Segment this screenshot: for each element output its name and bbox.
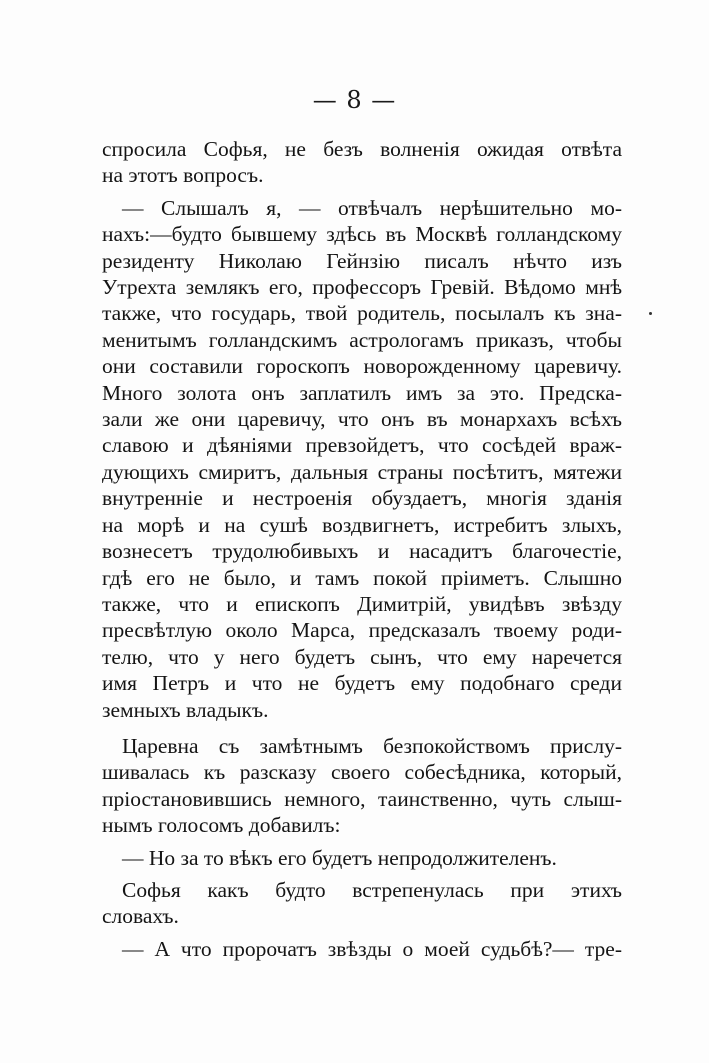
text-line: менитымъ голландскимъ астрологамъ приказъ, чтобы [102, 327, 622, 352]
text-line: — Но за то вѣкъ его будетъ непродолжителенъ. [122, 845, 557, 870]
paragraph [102, 195, 622, 723]
text-line: имя Петръ и что не будетъ ему подобнаго среди [102, 671, 622, 696]
text-line: — Слышалъ я, — отвѣчалъ нерѣшительно мо- [122, 195, 622, 220]
text-line: нахъ:—будто бывшему здѣсь въ Москвѣ голландскому [102, 222, 622, 247]
paragraph [102, 845, 622, 871]
text-line: внутренніе и нестроенія обуздаетъ, многія зданія [102, 486, 622, 511]
text-line: славою и дѣяніями превзойдетъ, что сосѣдей враж- [102, 433, 622, 458]
text-line: зали же они царевичу, что онъ въ монархахъ всѣхъ [102, 407, 622, 432]
text-line: резиденту Николаю Гейнзію писалъ нѣчто изъ [102, 248, 622, 273]
text-line: — А что пророчатъ звѣзды о моей судьбѣ?— тре- [122, 936, 622, 961]
print-speck [649, 312, 652, 315]
paragraph [102, 733, 622, 839]
text-line: пресвѣтлую около Марса, предсказалъ твоему роди- [102, 618, 622, 643]
text-line: земныхъ владыкъ. [102, 697, 269, 722]
text-line: Утрехта землякъ его, профессоръ Гревій. Вѣдомо мнѣ [102, 275, 622, 300]
paragraph [102, 877, 622, 930]
text-line: они составили гороскопъ новорожденному царевичу. [102, 354, 622, 379]
text-line: также, что и епископъ Димитрій, увидѣвъ звѣзду [102, 591, 622, 616]
text-line: Царевна съ замѣтнымъ безпокойствомъ прислу- [122, 733, 622, 758]
page-text [102, 136, 622, 962]
text-line: шивалась къ разсказу своего собесѣдника, который, [102, 760, 622, 785]
text-line: на этотъ вопросъ. [102, 163, 264, 188]
paragraph [102, 136, 622, 189]
text-line: гдѣ его не было, и тамъ покой пріиметъ. Слышно [102, 565, 622, 590]
text-line: телю, что у него будетъ сынъ, что ему наречется [102, 644, 622, 669]
text-line: пріостановившись немного, таинственно, чуть слыш- [102, 786, 622, 811]
text-line: нымъ голосомъ добавилъ: [102, 813, 341, 838]
text-line: словахъ. [102, 904, 179, 929]
text-line: на морѣ и на сушѣ воздвигнетъ, истребитъ злыхъ, [102, 512, 622, 537]
text-line: спросила Софья, не безъ волненія ожидая отвѣта [102, 137, 622, 161]
text-line: вознесетъ трудолюбивыхъ и насадитъ благочестіе, [102, 539, 622, 564]
paragraph [102, 936, 622, 962]
text-line: также, что государь, твой родитель, посылалъ къ зна- [102, 301, 622, 326]
text-line: Много золота онъ заплатилъ имъ за это. Предска- [102, 380, 622, 405]
text-line: Софья какъ будто встрепенулась при этихъ [122, 877, 622, 902]
page-number: — 8 — [312, 86, 397, 114]
text-line: дующихъ смиритъ, дальныя страны посѣтитъ, мятежи [102, 459, 622, 484]
